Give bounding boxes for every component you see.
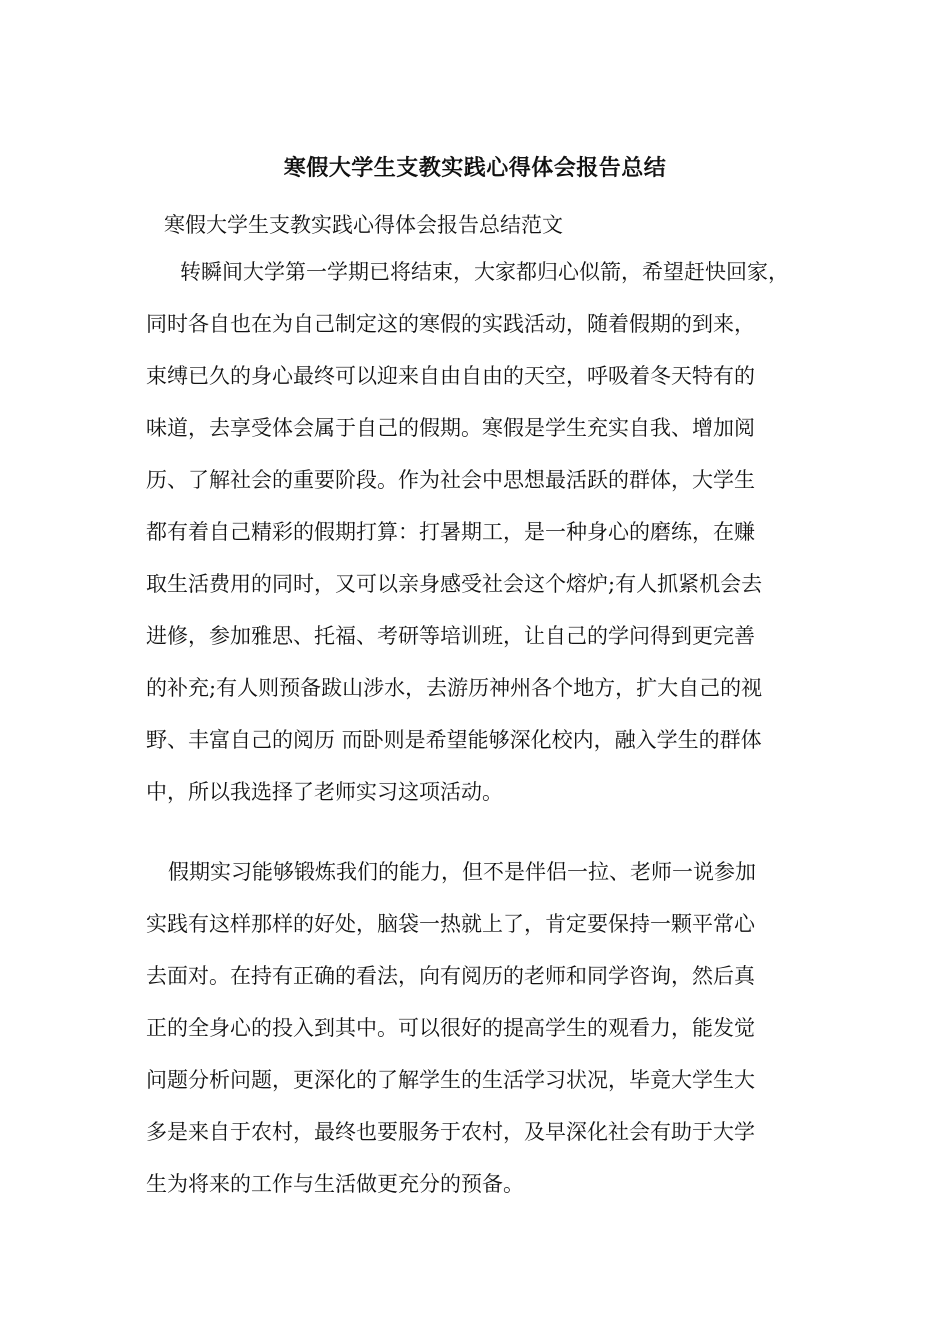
paragraph-line: 实践有这样那样的好处，脑袋一热就上了，肯定要保持一颗平常心 (146, 912, 755, 936)
paragraph-line: 同时各自也在为自己制定这的寒假的实践活动，随着假期的到来， (146, 312, 755, 336)
paragraph-line: 味道，去享受体会属于自己的假期。寒假是学生充实自我、增加阅 (146, 416, 755, 440)
paragraph-line: 问题分析问题，更深化的了解学生的生活学习状况，毕竟大学生大 (146, 1068, 755, 1092)
paragraph-line: 进修，参加雅思、托福、考研等培训班，让自己的学问得到更完善 (146, 624, 755, 648)
paragraph-line: 的补充;有人则预备跋山涉水，去游历神州各个地方，扩大自己的视 (146, 676, 763, 700)
paragraph-line: 转瞬间大学第一学期已将结束，大家都归心似箭，希望赶快回家， (180, 260, 789, 284)
paragraph-2 (146, 846, 816, 1210)
document-subtitle: 寒假大学生支教实践心得体会报告总结范文 (164, 213, 563, 237)
paragraph-line: 历、了解社会的重要阶段。作为社会中思想最活跃的群体，大学生 (146, 468, 755, 492)
paragraph-line: 去面对。在持有正确的看法，向有阅历的老师和同学咨询，然后真 (146, 964, 755, 988)
paragraph-line: 野、丰富自己的阅历 而卧则是希望能够深化校内，融入学生的群体 (146, 728, 762, 752)
paragraph-line: 取生活费用的同时，又可以亲身感受社会这个熔炉;有人抓紧机会去 (146, 572, 763, 596)
paragraph-line: 都有着自己精彩的假期打算：打暑期工，是一种身心的磨练，在赚 (146, 520, 755, 544)
paragraph-line: 中，所以我选择了老师实习这项活动。 (146, 780, 503, 804)
paragraph-line: 多是来自于农村，最终也要服务于农村，及早深化社会有助于大学 (146, 1120, 755, 1144)
paragraph-line: 正的全身心的投入到其中。可以很好的提高学生的观看力，能发觉 (146, 1016, 755, 1040)
paragraph-line: 束缚已久的身心最终可以迎来自由自由的天空，呼吸着冬天特有的 (146, 364, 755, 388)
paragraph-line: 生为将来的工作与生活做更充分的预备。 (146, 1172, 524, 1196)
paragraph-line: 假期实习能够锻炼我们的能力，但不是伴侣一拉、老师一说参加 (168, 860, 756, 884)
paragraph-1 (146, 246, 816, 818)
document-title: 寒假大学生支教实践心得体会报告总结 (283, 155, 667, 181)
